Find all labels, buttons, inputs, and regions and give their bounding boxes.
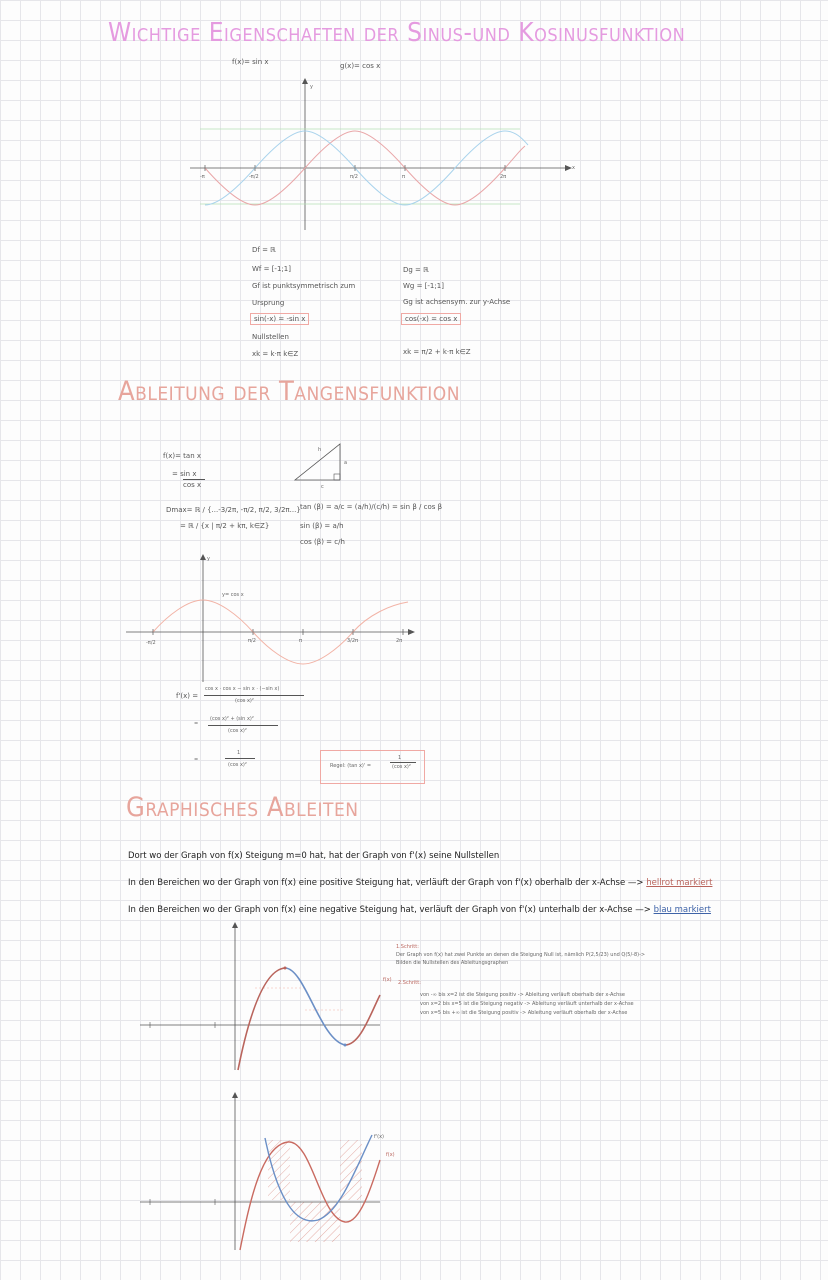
tick-2pi: 2π: [500, 174, 507, 180]
step1-line: Bilden die Nullstellen des Ableitungsgraphen: [396, 960, 509, 966]
cos-graph: [0, 550, 828, 690]
step2-line: von x=5 bis +∞ ist die Steigung positiv -> Ableitung verläuft oberhalb der x-Achse: [420, 1010, 628, 1016]
explanation-text: Dort wo der Graph von f(x) Steigung m=0 hat, hat der Graph von f'(x) seine Nullstellen: [128, 851, 500, 861]
sin-prop: Gf ist punktsymmetrisch zum: [252, 282, 356, 290]
highlight-blue: blau markiert: [653, 905, 711, 915]
tick-neg-pi: -π: [200, 174, 205, 180]
section-title-tangent: Ableitung der Tangensfunktion: [118, 376, 461, 407]
cos-prop: Dg = ℝ: [403, 266, 429, 274]
cos-prop: xk = π/2 + k·π k∈Z: [403, 348, 471, 356]
sin-cos-graph: [0, 0, 828, 240]
cos-tick: π/2: [248, 638, 256, 644]
cos-tick: 2π: [396, 638, 403, 644]
trig-tan: tan (β) = a/c = (a/h)/(c/h) = sin β / cos β: [300, 503, 443, 511]
tan-domain-set: = ℝ / {x | π/2 + kπ, k∈Z}: [180, 522, 270, 530]
fraction-bar: [225, 758, 255, 759]
axis-y-label: y: [310, 84, 313, 90]
cos-tick: π: [299, 638, 303, 644]
fraction-bar: [183, 479, 205, 480]
graph1-f-label: f(x): [383, 977, 392, 983]
tan-domain: Dmax= ℝ / {...-3/2π, -π/2, π/2, 3/2π...}: [166, 506, 301, 514]
fraction-bar: [208, 725, 278, 726]
highlight-red: hellrot markiert: [646, 878, 713, 888]
fraction-bar: [390, 762, 416, 763]
trig-sin: sin (β) = a/h: [300, 522, 344, 530]
tan-def: f(x)= tan x: [163, 452, 201, 460]
derivation-num: 1: [237, 750, 241, 756]
explanation-text: In den Bereichen wo der Graph von f(x) eine negative Steigung hat, verläuft der Graph von f'(x) unterhalb der x-Achse —>: [128, 905, 654, 915]
explanation-line: [128, 878, 712, 888]
trig-cos: cos (β) = c/h: [300, 538, 345, 546]
section-title-graphical: Graphisches Ableiten: [126, 792, 359, 823]
sin-prop: Wf = [-1;1]: [252, 265, 291, 273]
step1-line: Der Graph von f(x) hat zwei Punkte an denen die Steigung Null ist, nämlich P(2,5/23) und Q(5/-8)->: [396, 952, 646, 958]
triangle-base: c: [321, 484, 324, 490]
explanation-line: [128, 851, 499, 861]
graph2-f-label: f(x): [386, 1152, 395, 1158]
step2-line: von x=2 bis x=5 ist die Steigung negativ -> Ableitung verläuft unterhalb der x-Achse: [420, 1001, 634, 1007]
derivation-num: cos x · cos x − sin x · (−sin x): [205, 686, 280, 692]
sin-prop: xk = k·π k∈Z: [252, 350, 299, 358]
cos-tick: 3/2π: [347, 638, 359, 644]
cos-graph-y-label: y: [207, 556, 210, 562]
graph2-fprime-label: f'(x): [374, 1134, 384, 1140]
derivation-den: (cos x)²: [228, 762, 247, 768]
f-label: f(x)= sin x: [232, 58, 269, 66]
cos-prop: Wg = [-1;1]: [403, 282, 444, 290]
sin-symmetry-highlight: sin(-x) = -sin x: [250, 313, 309, 325]
axis-x-label: x: [572, 165, 575, 171]
fraction-bar: [204, 695, 304, 696]
derivation-step: =: [194, 721, 199, 727]
tick-half-pi: π/2: [350, 174, 358, 180]
cos-tick: -π/2: [146, 640, 156, 646]
step2-title: 2.Schritt:: [398, 980, 421, 986]
sin-prop: Df = ℝ: [252, 246, 276, 254]
derivation-num: (cos x)² + (sin x)²: [210, 716, 254, 722]
derivation-den: (cos x)²: [235, 698, 254, 704]
rule-label: Regel: (tan x)' =: [330, 763, 372, 769]
step1-title: 1.Schritt:: [396, 944, 419, 950]
derivation-den: (cos x)²: [228, 728, 247, 734]
tan-def-num: = sin x: [172, 470, 197, 478]
rule-den: (cos x)²: [392, 764, 411, 770]
explanation-text: In den Bereichen wo der Graph von f(x) eine positive Steigung hat, verläuft der Graph von f'(x) oberhalb der x-Achse —>: [128, 878, 647, 888]
triangle-side: a: [344, 460, 348, 466]
rule-num: 1: [398, 755, 402, 761]
tick-pi: π: [402, 174, 406, 180]
sin-prop: Nullstellen: [252, 333, 289, 341]
derivative-graph-2: [0, 1090, 828, 1260]
derivative-label: f'(x) =: [176, 692, 199, 700]
cos-prop: Gg ist achsensym. zur y-Achse: [403, 298, 511, 306]
derivation-step: =: [194, 757, 199, 763]
sin-prop: Ursprung: [252, 299, 285, 307]
cos-symmetry-highlight: cos(-x) = cos x: [401, 313, 461, 325]
step2-line: von -∞ bis x=2 ist die Steigung positiv -> Ableitung verläuft oberhalb der x-Achse: [420, 992, 625, 998]
triangle-hyp: h: [318, 447, 322, 453]
cos-graph-label: y= cos x: [222, 592, 244, 598]
g-label: g(x)= cos x: [340, 62, 381, 70]
section-title-sin-cos: Wichtige Eigenschaften der Sinus-und Kosinusfunktion: [108, 18, 686, 48]
tick-neg-half-pi: -π/2: [249, 174, 259, 180]
tan-def-den: cos x: [183, 481, 202, 489]
explanation-line: [128, 905, 711, 915]
